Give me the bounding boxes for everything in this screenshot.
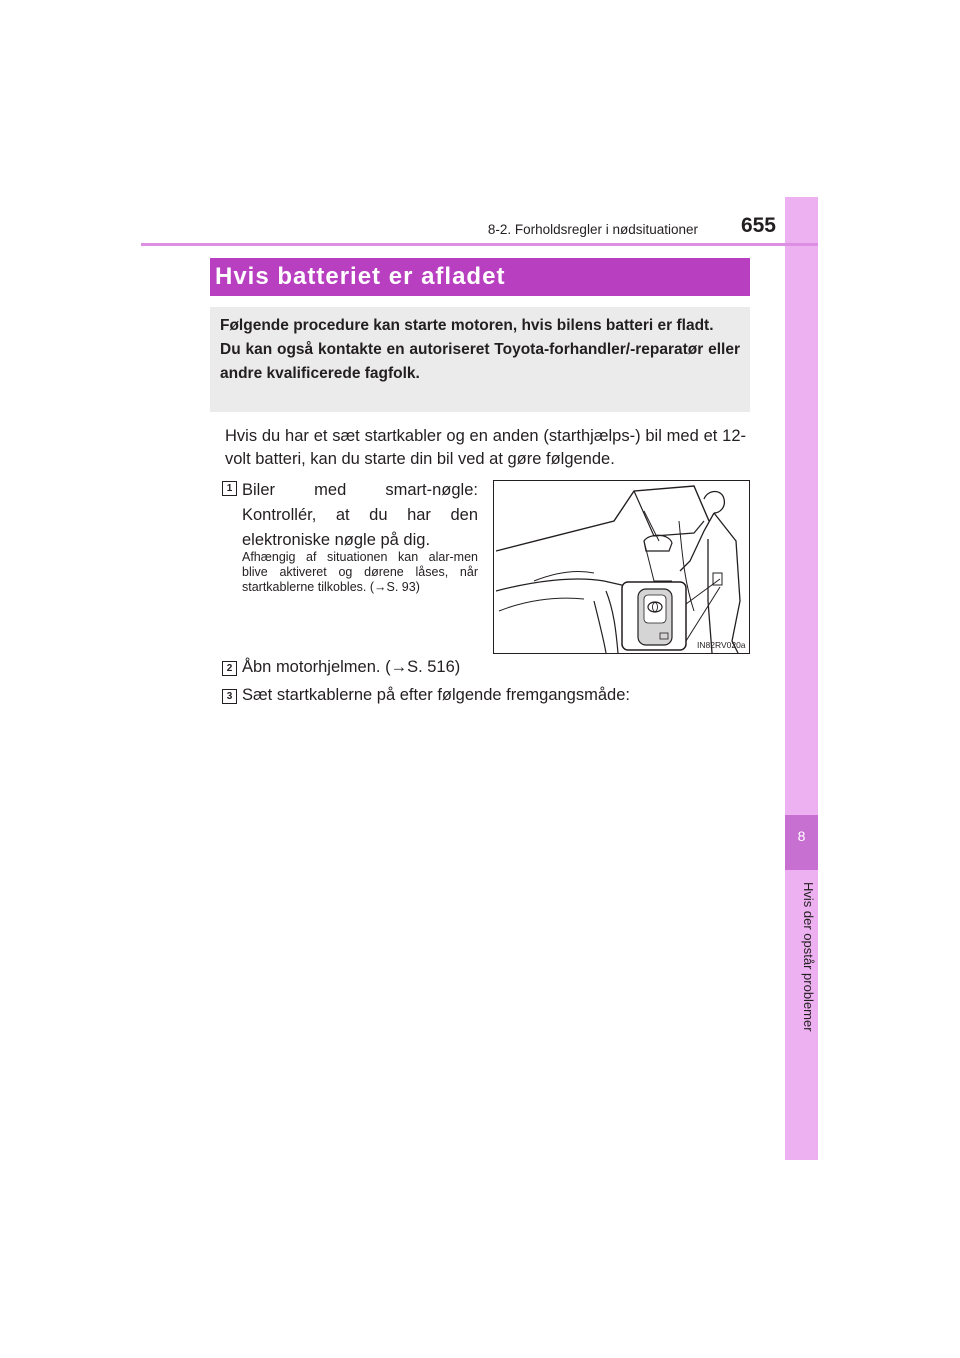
section-header: 8-2. Forholdsregler i nødsituationer bbox=[487, 222, 698, 237]
step-number-2: 2 bbox=[222, 661, 237, 676]
intro-line-2: Du kan også kontakte en autoriseret Toyota-forhandler/-reparatør eller andre kvalificerede fagfolk. bbox=[220, 341, 740, 382]
page-title: Hvis batteriet er afladet bbox=[215, 263, 506, 290]
body-paragraph: Hvis du har et sæt startkabler og en anden (starthjælps-) bil med et 12-volt batteri, kan du starte din bil ved at gøre følgende. bbox=[225, 427, 746, 468]
page-number: 655 bbox=[740, 214, 776, 237]
intro-line-1: Følgende procedure kan starte motoren, hvis bilens batteri er fladt. bbox=[220, 317, 714, 334]
illustration-code: IN82RV020a bbox=[697, 640, 746, 650]
step-1-text: Biler med smart-nøgle: Kontrollér, at du har den elektroniske nøgle på dig. bbox=[242, 481, 478, 549]
chapter-label: Hvis der opstår problemer bbox=[801, 882, 816, 1032]
chapter-number: 8 bbox=[797, 828, 806, 844]
step-2-text: Åbn motorhjelmen. (→S. 516) bbox=[242, 658, 461, 676]
step-number-1: 1 bbox=[222, 481, 237, 496]
car-key-illustration bbox=[493, 480, 750, 654]
intro-text bbox=[220, 314, 740, 386]
step-number-3: 3 bbox=[222, 689, 237, 704]
header-divider bbox=[141, 243, 818, 246]
step-3-text: Sæt startkablerne på efter følgende fremgangsmåde: bbox=[242, 686, 630, 704]
step-1-note: Afhængig af situationen kan alar-men blive aktiveret og dørene låses, når startkablerne tilkobles. (→S. 93) bbox=[242, 550, 478, 594]
